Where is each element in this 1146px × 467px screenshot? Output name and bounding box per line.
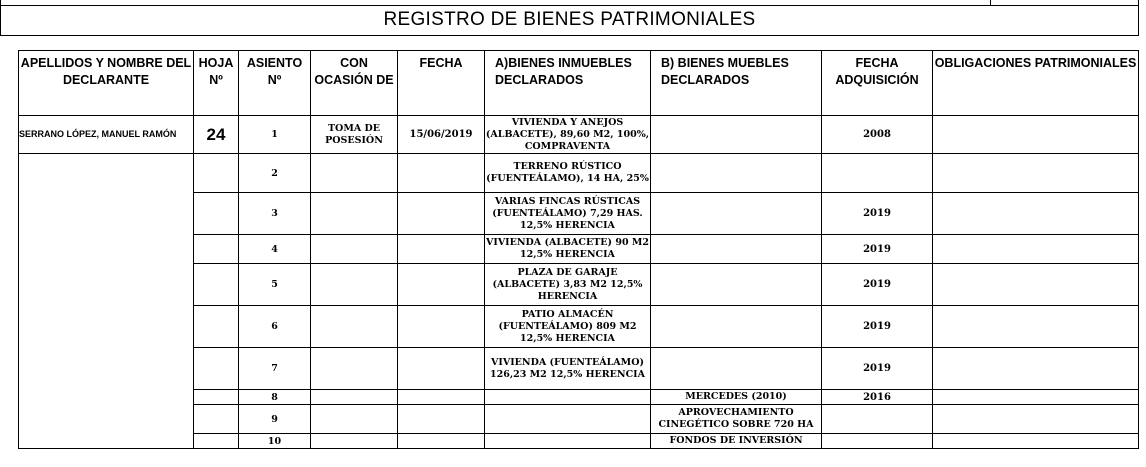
header-declarante: APELLIDOS Y NOMBRE DEL DECLARANTE <box>19 51 194 116</box>
header-hoja: HOJA Nº <box>194 51 239 116</box>
acquisition-date-cell: 2019 <box>822 235 933 264</box>
header-asiento: ASIENTO Nº <box>239 51 311 116</box>
acquisition-date-cell: 2019 <box>822 348 933 390</box>
entry-number: 8 <box>239 390 311 405</box>
real-estate-cell: VIVIENDA (FUENTEÁLAMO) 126,23 M2 12,5% HERENCIA <box>485 348 651 390</box>
entry-number: 3 <box>239 193 311 235</box>
occasion-cell <box>311 348 398 390</box>
occasion-cell <box>311 264 398 306</box>
real-estate-cell: VIVIENDA Y ANEJOS (ALBACETE), 89,60 M2, 100%, COMPRAVENTA <box>485 116 650 152</box>
obligations-cell <box>933 306 1139 348</box>
entry-number: 4 <box>239 235 311 264</box>
header-row <box>19 51 1139 116</box>
occasion-cell <box>311 154 398 193</box>
acquisition-date-cell: 2016 <box>822 390 933 405</box>
date-cell <box>398 434 485 449</box>
date-cell <box>398 264 485 306</box>
acquisition-date-cell: 2019 <box>822 264 933 306</box>
header-muebles: B) BIENES MUEBLES DECLARADOS <box>651 51 822 116</box>
header-inmuebles: A)BIENES INMUEBLES DECLARADOS <box>485 51 651 116</box>
movable-assets-cell <box>651 235 822 264</box>
sheet-blank-cell <box>194 434 239 449</box>
acquisition-date-cell: 2008 <box>822 116 933 154</box>
obligations-cell <box>933 235 1139 264</box>
date-cell <box>398 306 485 348</box>
table-row <box>19 116 1139 154</box>
obligations-cell <box>933 264 1139 306</box>
acquisition-date-cell <box>822 405 933 434</box>
movable-assets-cell: FONDOS DE INVERSIÓN <box>651 434 822 449</box>
entry-number: 5 <box>239 264 311 306</box>
obligations-cell <box>933 116 1139 154</box>
movable-assets-cell <box>651 193 822 235</box>
occasion-cell <box>311 306 398 348</box>
date-cell: 15/06/2019 <box>398 116 485 154</box>
movable-assets-cell <box>651 264 822 306</box>
movable-assets-cell <box>651 154 822 193</box>
title-box <box>0 5 1139 36</box>
sheet-blank-cell <box>194 264 239 306</box>
date-cell <box>398 390 485 405</box>
acquisition-date-cell <box>822 154 933 193</box>
table-row <box>19 154 1139 193</box>
movable-assets-cell <box>651 348 822 390</box>
header-obligaciones: OBLIGACIONES PATRIMONIALES <box>933 51 1139 116</box>
header-ocasion: CON OCASIÓN DE <box>311 51 398 116</box>
date-cell <box>398 348 485 390</box>
obligations-cell <box>933 193 1139 235</box>
entry-number: 7 <box>239 348 311 390</box>
declarant-name: SERRANO LÓPEZ, MANUEL RAMÓN <box>19 116 194 154</box>
date-cell <box>398 154 485 193</box>
movable-assets-cell <box>651 116 822 154</box>
real-estate-cell <box>485 434 651 449</box>
date-cell <box>398 193 485 235</box>
patrimony-table <box>18 50 1139 449</box>
occasion-cell <box>311 193 398 235</box>
date-cell <box>398 405 485 434</box>
real-estate-cell: TERRENO RÚSTICO (FUENTEÁLAMO), 14 HA, 25% <box>485 154 651 193</box>
acquisition-date-cell: 2019 <box>822 193 933 235</box>
acquisition-date-cell: 2019 <box>822 306 933 348</box>
occasion-cell: TOMA DE POSESIÓN <box>311 116 398 154</box>
entry-number: 10 <box>239 434 311 449</box>
movable-assets-cell: APROVECHAMIENTO CINEGÉTICO SOBRE 720 HA <box>651 405 822 434</box>
real-estate-cell <box>485 405 651 434</box>
date-cell <box>398 235 485 264</box>
obligations-cell <box>933 405 1139 434</box>
sheet-blank-cell <box>194 405 239 434</box>
entry-number: 1 <box>239 116 311 154</box>
sheet-number: 24 <box>194 116 239 154</box>
entry-number: 2 <box>239 154 311 193</box>
movable-assets-cell <box>651 306 822 348</box>
occasion-cell <box>311 235 398 264</box>
obligations-cell <box>933 390 1139 405</box>
occasion-cell <box>311 434 398 449</box>
entry-number: 9 <box>239 405 311 434</box>
sheet-blank-cell <box>194 306 239 348</box>
occasion-cell <box>311 405 398 434</box>
header-fecha-adquisicion: FECHA ADQUISICIÓN <box>822 51 933 116</box>
acquisition-date-cell <box>822 434 933 449</box>
document-title: REGISTRO DE BIENES PATRIMONIALES <box>383 9 756 30</box>
obligations-cell <box>933 434 1139 449</box>
real-estate-cell: PATIO ALMACÉN (FUENTEÁLAMO) 809 M2 12,5% HERENCIA <box>485 306 651 348</box>
sheet-blank-cell <box>194 390 239 405</box>
sheet-blank-cell <box>194 348 239 390</box>
real-estate-cell: VIVIENDA (ALBACETE) 90 M2 12,5% HERENCIA <box>485 235 651 264</box>
obligations-cell <box>933 348 1139 390</box>
header-fecha: FECHA <box>398 51 485 116</box>
occasion-cell <box>311 390 398 405</box>
obligations-cell <box>933 154 1139 193</box>
sheet-blank-cell <box>194 154 239 193</box>
sheet-blank-cell <box>194 235 239 264</box>
sheet-blank-cell <box>194 193 239 235</box>
entry-number: 6 <box>239 306 311 348</box>
movable-assets-cell: MERCEDES (2010) <box>651 390 822 405</box>
real-estate-cell <box>485 390 651 405</box>
declarant-blank-cell <box>19 154 194 449</box>
real-estate-cell: VARIAS FINCAS RÚSTICAS (FUENTEÁLAMO) 7,29 HAS. 12,5% HERENCIA <box>485 193 651 235</box>
real-estate-cell: PLAZA DE GARAJE (ALBACETE) 3,83 M2 12,5% HERENCIA <box>485 264 651 306</box>
